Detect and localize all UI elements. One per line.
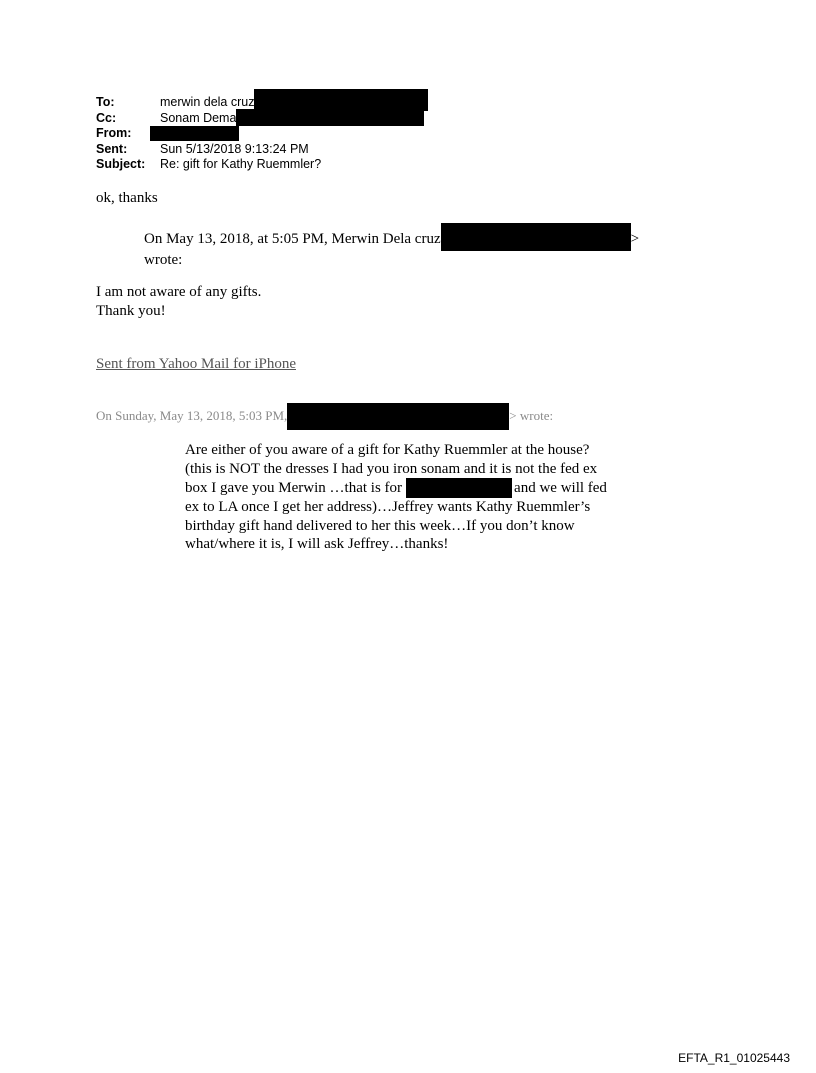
redaction-box	[150, 126, 239, 141]
from-row	[96, 126, 428, 142]
original-intro-end: > wrote:	[509, 408, 554, 424]
sent-label: Sent:	[96, 141, 128, 156]
to-label: To:	[96, 95, 115, 109]
original-line	[185, 478, 607, 498]
document-id: EFTA_R1_01025443	[678, 1051, 790, 1065]
subject-row	[96, 157, 428, 173]
subject-label: Subject:	[96, 157, 146, 171]
original-line-part: and we will fed	[514, 479, 607, 496]
yahoo-mail-link[interactable]: Sent from Yahoo Mail for iPhone	[96, 356, 296, 372]
email-header	[96, 95, 428, 173]
redaction-box	[254, 89, 428, 111]
merwin-line: Thank you!	[96, 302, 166, 319]
redaction-box	[236, 109, 424, 126]
quote-intro	[144, 227, 639, 270]
quote-intro-line2: wrote:	[144, 252, 183, 268]
original-line: Are either of you aware of a gift for Kathy Ruemmler at the house?	[185, 442, 590, 458]
cc-row	[96, 111, 428, 127]
redaction-box	[406, 478, 512, 498]
merwin-message	[96, 283, 261, 320]
cc-label: Cc:	[96, 110, 117, 125]
cc-value: Sonam Dema	[160, 110, 237, 125]
reply-text: ok, thanks	[96, 190, 158, 206]
original-intro-text: On Sunday, May 13, 2018, 5:03 PM,	[96, 408, 288, 424]
original-line: what/where it is, I will ask Jeffrey…thanks!	[185, 536, 449, 552]
to-value: merwin dela cruz	[160, 95, 255, 109]
original-line: birthday gift hand delivered to her this week…If you don’t know	[185, 517, 575, 534]
sent-value: Sun 5/13/2018 9:13:24 PM	[160, 141, 309, 156]
sent-row	[96, 142, 428, 158]
original-message	[185, 441, 607, 554]
redaction-box	[441, 223, 631, 251]
from-label: From:	[96, 126, 132, 140]
redaction-box	[287, 403, 509, 430]
quote-intro-line1: On May 13, 2018, at 5:05 PM, Merwin Dela cruz	[144, 230, 441, 247]
original-line-part: box I gave you Merwin …that is for	[185, 479, 403, 496]
original-intro	[96, 403, 553, 430]
original-line: (this is NOT the dresses I had you iron sonam and it is not the fed ex	[185, 460, 598, 477]
subject-value: Re: gift for Kathy Ruemmler?	[160, 157, 322, 171]
to-row	[96, 95, 428, 111]
merwin-line: I am not aware of any gifts.	[96, 284, 262, 300]
quote-intro-line1-end: >	[630, 230, 640, 247]
original-line: ex to LA once I get her address)…Jeffrey wants Kathy Ruemmler’s	[185, 499, 591, 515]
